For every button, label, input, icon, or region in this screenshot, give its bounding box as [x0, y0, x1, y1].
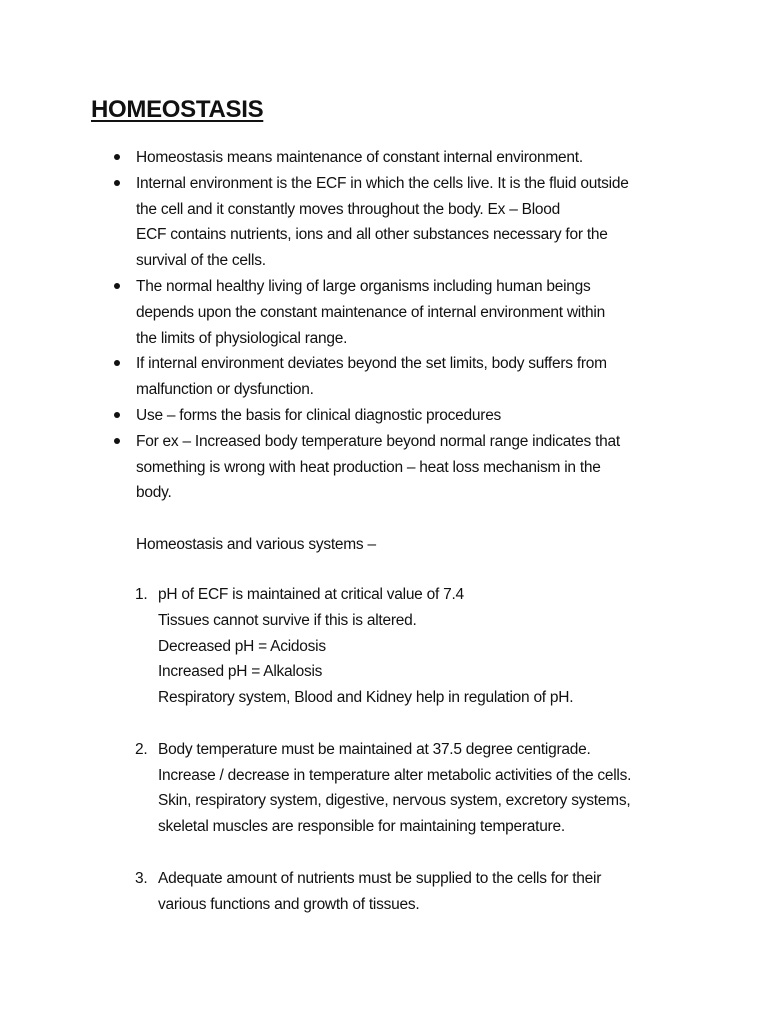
numbered-line: Skin, respiratory system, digestive, nervous system, excretory systems, [158, 792, 631, 810]
numbered-line: Tissues cannot survive if this is altered. [158, 611, 417, 629]
bullet-line: ECF contains nutrients, ions and all other substances necessary for the [136, 226, 608, 244]
bullet-line: the cell and it constantly moves throughout the body. Ex – Blood [136, 200, 561, 218]
bullet-line: If internal environment deviates beyond the set limits, body suffers from [136, 355, 607, 373]
bullet-line: something is wrong with heat production – heat loss mechanism in the [136, 458, 601, 476]
numbered-line: skeletal muscles are responsible for maintaining temperature. [158, 818, 565, 836]
bullet-item [136, 429, 676, 506]
bullet-list [136, 145, 676, 506]
bullet-line: survival of the cells. [136, 252, 266, 270]
systems-heading: Homeostasis and various systems – [136, 536, 376, 553]
numbered-line: Body temperature must be maintained at 37.5 degree centigrade. [158, 740, 591, 758]
numbered-item [135, 582, 688, 711]
numbered-line: Adequate amount of nutrients must be supplied to the cells for their [158, 869, 602, 887]
bullet-icon [114, 438, 120, 444]
numbered-line: Decreased pH = Acidosis [158, 637, 326, 655]
numbered-line: various functions and growth of tissues. [158, 895, 420, 913]
bullet-item [136, 351, 676, 403]
item-number: 3. [135, 869, 148, 887]
bullet-icon [114, 283, 120, 289]
bullet-item [136, 145, 676, 171]
bullet-icon [114, 154, 120, 160]
numbered-list [135, 582, 688, 943]
item-number: 1. [135, 586, 148, 603]
bullet-line: malfunction or dysfunction. [136, 381, 314, 399]
numbered-line: Increased pH = Alkalosis [158, 663, 323, 681]
bullet-line: depends upon the constant maintenance of internal environment within [136, 303, 605, 321]
numbered-line: Increase / decrease in temperature alter metabolic activities of the cells. [158, 766, 632, 784]
item-number: 2. [135, 740, 148, 758]
bullet-line: Internal environment is the ECF in which the cells live. It is the fluid outside [136, 174, 629, 192]
bullet-icon [114, 360, 120, 366]
numbered-line: Respiratory system, Blood and Kidney help in regulation of pH. [158, 689, 574, 707]
bullet-line: The normal healthy living of large organisms including human beings [136, 277, 591, 295]
bullet-item [136, 403, 676, 429]
bullet-line: For ex – Increased body temperature beyond normal range indicates that [136, 432, 620, 450]
bullet-line: the limits of physiological range. [136, 329, 348, 347]
bullet-item [136, 274, 676, 351]
bullet-line: body. [136, 484, 172, 502]
bullet-line: Homeostasis means maintenance of constant internal environment. [136, 149, 583, 166]
numbered-line: pH of ECF is maintained at critical value of 7.4 [158, 586, 464, 603]
bullet-icon [114, 412, 120, 418]
bullet-icon [114, 180, 120, 186]
numbered-item [135, 866, 688, 918]
numbered-item [135, 737, 688, 840]
bullet-line: Use – forms the basis for clinical diagnostic procedures [136, 406, 502, 424]
bullet-item [136, 171, 676, 274]
document-title: HOMEOSTASIS [91, 96, 264, 123]
